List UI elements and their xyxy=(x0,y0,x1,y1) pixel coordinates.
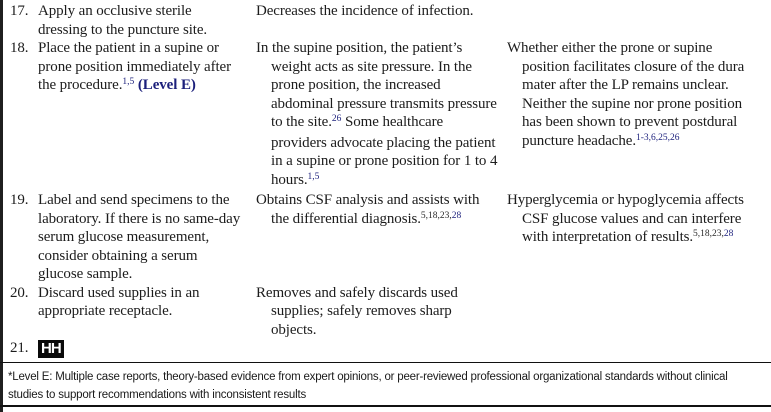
step-cell xyxy=(10,284,256,340)
footnote-text: *Level E: Multiple case reports, theory-based evidence from expert opinions, or peer-reviewed professional organizational standards without clinical studies to support recommendations with inconsistent results xyxy=(8,371,728,401)
considerations-cell xyxy=(507,39,764,191)
considerations-text: Whether either the prone or supine position facilitates closure of the dura mater after the LP remains unclear. Neither the supine nor prone position has been shown to prevent postdural puncture headache. xyxy=(507,40,745,149)
considerations-text: Hyperglycemia or hypoglycemia affects CSF glucose values and can interfere with interpretation of results. xyxy=(507,192,744,245)
rationale-text: Some healthcare providers advocate placing the patient in a supine or prone position for 1 to 4 hours. xyxy=(271,114,498,188)
rationale-cell xyxy=(256,39,514,191)
step-text xyxy=(38,191,244,284)
rationale-cell xyxy=(256,191,514,284)
step-number: 21. xyxy=(10,340,29,356)
step-text xyxy=(38,284,244,340)
step-text xyxy=(38,2,244,39)
evidence-level-label: (Level E) xyxy=(134,77,196,93)
considerations-cell xyxy=(514,284,764,340)
reference-superscript: 28 xyxy=(451,210,462,221)
step-cell xyxy=(10,339,256,358)
rationale-cell xyxy=(256,284,514,340)
step-text: Label and send specimens to the laboratory. If there is no same-day serum glucose measurement, consider obtaining a serum glucose sample. xyxy=(38,192,241,282)
reference-superscript: 1-3,6,25,26 xyxy=(635,132,680,143)
rationale-text: Decreases the incidence of infection. xyxy=(256,3,474,19)
step-number: 18. xyxy=(10,40,29,56)
missing-glyph-box: HH xyxy=(38,340,64,358)
rationale-cell xyxy=(256,339,514,358)
step-cell xyxy=(10,39,256,191)
reference-superscript: 5,18,23, xyxy=(693,229,724,239)
table-row xyxy=(10,339,764,358)
step-text: Discard used supplies in an appropriate receptacle. xyxy=(38,284,200,319)
reference-superscript: 1,5 xyxy=(122,77,135,87)
step-text xyxy=(38,339,244,358)
step-number: 19. xyxy=(10,192,29,208)
reference-superscript: 26 xyxy=(331,114,342,124)
procedure-table-body xyxy=(10,2,764,358)
reference-superscript: 1,5 xyxy=(307,171,320,182)
rationale-text: Obtains CSF analysis and assists with the differential diagnosis. xyxy=(256,192,480,227)
considerations-cell xyxy=(514,2,764,39)
table-row xyxy=(10,39,764,191)
step-cell xyxy=(10,2,256,39)
step-text: Apply an occlusive sterile dressing to the puncture site. xyxy=(38,3,208,38)
reference-superscript: 28 xyxy=(723,229,734,239)
reference-superscript: 5,18,23, xyxy=(420,210,452,221)
rationale-cell xyxy=(256,2,514,39)
step-text xyxy=(38,39,244,191)
rationale-text: In the supine position, the patient’s weight acts as site pressure. In the prone position, the increased abdominal pressure transmits pressure to the site. xyxy=(256,40,497,130)
left-scan-edge-line xyxy=(0,0,3,412)
footnote-top-rule xyxy=(0,362,771,363)
table-row xyxy=(10,191,764,284)
step-cell xyxy=(10,191,256,284)
step-number: 20. xyxy=(10,284,29,301)
table-row xyxy=(10,284,764,340)
table-bottom-rule xyxy=(0,405,771,407)
step-number: 17. xyxy=(10,3,29,19)
considerations-cell xyxy=(514,339,764,358)
considerations-cell xyxy=(507,191,764,284)
step-text: Place the patient in a supine or prone position immediately after the procedure. xyxy=(38,40,231,93)
rationale-text: Removes and safely discards used supplies; safely removes sharp objects. xyxy=(256,284,458,338)
table-row xyxy=(10,2,764,39)
